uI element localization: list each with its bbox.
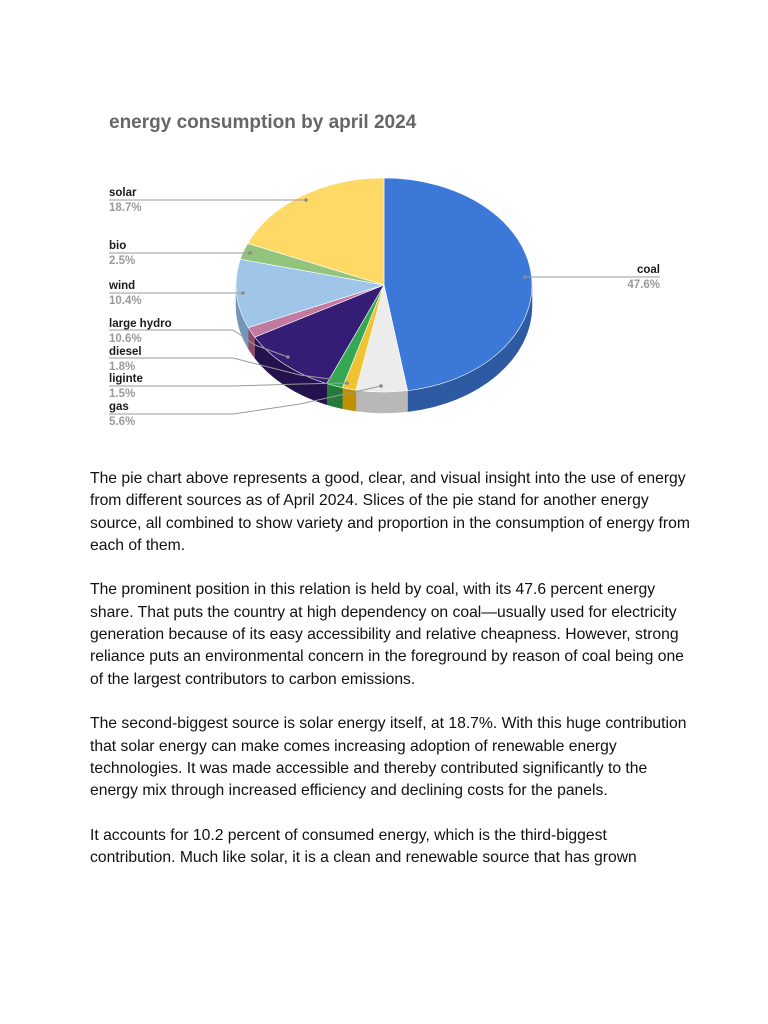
label-name-gas: gas	[109, 401, 129, 413]
leader-dot-liginte	[345, 381, 349, 385]
article-paragraph-2: The prominent position in this relation is held by coal, with its 47.6 percent energy share. That puts the country at high dependency on coal—usually used for electricity generation because of its easy accessibility and relative cheapness. However, strong reliance puts an environmental concern in the foreground by reason of coal being one of the largest contributors to carbon emissions.	[90, 581, 684, 688]
leader-dot-coal	[523, 275, 527, 279]
energy-pie-chart	[0, 0, 768, 450]
label-value-solar: 18.7%	[109, 202, 142, 214]
article-paragraph-1: The pie chart above represents a good, clear, and visual insight into the use of energy from different sources as of April 2024. Slices of the pie stand for another energy source, all combined to show variety and proportion in the consumption of energy from each of them.	[90, 470, 690, 554]
leader-dot-diesel	[328, 377, 332, 381]
label-name-large-hydro: large hydro	[109, 318, 172, 330]
leader-dot-gas	[379, 384, 383, 388]
label-value-diesel: 1.8%	[109, 361, 136, 373]
label-name-diesel: diesel	[109, 346, 142, 358]
label-name-coal: coal	[636, 264, 660, 276]
article-paragraph-4: It accounts for 10.2 percent of consumed energy, which is the third-biggest contribution. Much like solar, it is a clean and renewable source that has grown	[90, 826, 637, 867]
article-body	[90, 468, 690, 892]
leader-dot-bio	[248, 251, 252, 255]
label-value-wind: 10.4%	[109, 295, 142, 307]
pie-top	[236, 178, 532, 392]
label-value-coal: 47.6%	[627, 279, 660, 291]
label-name-bio: bio	[109, 240, 127, 252]
label-name-liginte: liginte	[109, 373, 143, 385]
chart-title: energy consumption by april 2024	[109, 112, 417, 133]
label-name-solar: solar	[109, 187, 137, 199]
pie-chart-svg	[0, 0, 768, 450]
leader-dot-large-hydro	[286, 355, 290, 359]
label-value-bio: 2.5%	[109, 255, 136, 267]
leader-dot-solar	[304, 198, 308, 202]
pie-side-gas	[356, 390, 408, 413]
label-value-gas: 5.6%	[109, 416, 136, 428]
leader-dot-wind	[241, 291, 245, 295]
label-name-wind: wind	[109, 280, 136, 292]
pie-side-liginte	[342, 388, 356, 411]
label-value-large-hydro: 10.6%	[109, 333, 142, 345]
article-paragraph-3: The second-biggest source is solar energy itself, at 18.7%. With this huge contribution that solar energy can make comes increasing adoption of renewable energy technologies. It was made accessible and thereby contributed significantly to the energy mix through increased efficiency and declining costs for the panels.	[90, 715, 687, 800]
label-value-liginte: 1.5%	[109, 388, 136, 400]
